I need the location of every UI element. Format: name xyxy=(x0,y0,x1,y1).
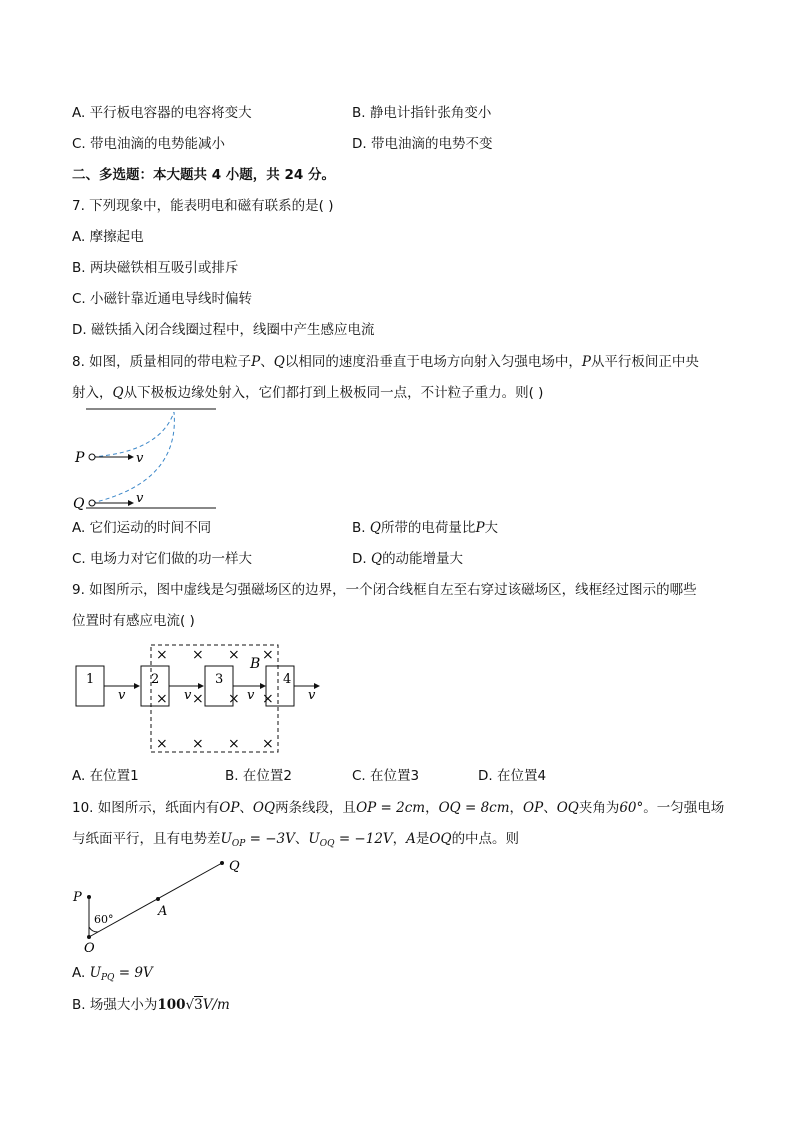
math-eq-oq: OQ = 8cm xyxy=(438,800,510,816)
frame-label: 1 xyxy=(86,672,95,687)
q7-option-b: B. 两块磁铁相互吸引或排斥 xyxy=(72,260,239,276)
frame-label: 2 xyxy=(151,672,160,687)
velocity-label: v xyxy=(118,688,126,703)
q9-stem-line2: 位置时有感应电流( ) xyxy=(72,613,195,629)
q9-option-c: C. 在位置3 xyxy=(352,768,420,784)
particle-q xyxy=(89,500,95,506)
cross-icon: × xyxy=(262,691,274,707)
var-q: Q xyxy=(369,520,381,536)
fig-label-v: v xyxy=(136,451,144,466)
point-p xyxy=(87,895,91,899)
q8-figure xyxy=(70,402,230,514)
fig-label-angle: 60° xyxy=(94,913,114,926)
q8-option-c: C. 电场力对它们做的功一样大 xyxy=(72,551,253,567)
var-q: Q xyxy=(273,354,285,370)
cross-icon: × xyxy=(192,691,204,707)
cross-icon: × xyxy=(262,647,274,663)
math-radicand: 3 xyxy=(194,997,203,1013)
q8-stem-line2 xyxy=(72,383,543,403)
math-value: = −3V xyxy=(245,831,295,847)
cross-icon: × xyxy=(228,647,240,663)
separator: ， xyxy=(509,800,524,816)
option-label: D. xyxy=(352,551,371,567)
option-text: 大 xyxy=(484,520,499,536)
fig-label-q: Q xyxy=(229,859,240,874)
fig-label-v: v xyxy=(136,491,144,506)
cross-icon: × xyxy=(156,736,168,752)
math-subscript: OQ xyxy=(319,839,335,849)
q10-figure xyxy=(70,855,250,955)
q6-option-d: D. 带电油滴的电势不变 xyxy=(352,136,493,152)
q6-option-b: B. 静电计指针张角变小 xyxy=(352,105,492,121)
math-u: U xyxy=(308,831,320,847)
q10-option-a xyxy=(72,963,153,988)
cross-icon: × xyxy=(228,736,240,752)
separator: ， xyxy=(425,800,439,816)
fig-label-o: O xyxy=(84,941,95,955)
q7-option-c: C. 小磁针靠近通电导线时偏转 xyxy=(72,291,253,307)
var-p: P xyxy=(581,354,591,370)
q8-stem-text: 从平行板间正中央 xyxy=(590,354,699,370)
q7-option-a: A. 摩擦起电 xyxy=(72,229,144,245)
math-subscript: OP xyxy=(231,839,246,849)
q9-figure xyxy=(70,640,340,755)
q8-stem-text: 以相同的速度沿垂直于电场方向射入匀强电场中， xyxy=(284,354,582,370)
separator: 、 xyxy=(260,354,274,370)
q9-option-b: B. 在位置2 xyxy=(225,768,292,784)
q10-stem-line1 xyxy=(72,798,724,818)
velocity-label: v xyxy=(308,688,316,703)
q9-stem-line1: 9. 如图所示，图中虚线是匀强磁场区的边界，一个闭合线框自左至右穿过该磁场区，线框经过图示的哪些 xyxy=(72,582,697,598)
q10-stem-text: 与纸面平行，且有电势差 xyxy=(72,831,221,847)
cross-icon: × xyxy=(262,736,274,752)
q7-option-d: D. 磁铁插入闭合线圈过程中，线圈中产生感应电流 xyxy=(72,322,375,338)
var-p: P xyxy=(475,520,485,536)
separator: 、 xyxy=(239,800,253,816)
q10-stem-text: 两条线段，且 xyxy=(275,800,357,816)
math-unit: V/m xyxy=(202,997,230,1013)
q10-option-b xyxy=(72,995,230,1015)
q8-option-b xyxy=(352,518,498,538)
trajectory-p xyxy=(92,412,174,457)
math-op: OP xyxy=(523,800,544,816)
var-a: A xyxy=(406,831,416,847)
q10-stem-text: 的中点。则 xyxy=(451,831,520,847)
fig-label-p: P xyxy=(73,890,82,905)
field-label-b: B xyxy=(250,656,261,672)
var-q: Q xyxy=(112,385,124,401)
fig-label-q: Q xyxy=(73,496,85,512)
q8-option-d xyxy=(352,549,463,569)
math-oq: OQ xyxy=(556,800,579,816)
option-label: B. xyxy=(352,520,370,536)
separator: 、 xyxy=(294,831,309,847)
arrow-head-icon xyxy=(134,683,140,689)
math-u: U xyxy=(89,965,101,981)
q6-option-c: C. 带电油滴的电势能减小 xyxy=(72,136,226,152)
q8-stem-text: 8. 如图，质量相同的带电粒子 xyxy=(72,354,252,370)
section-heading: 二、多选题：本大题共 4 小题，共 24 分。 xyxy=(72,167,335,183)
math-angle: 60° xyxy=(619,800,644,816)
fig-label-a: A xyxy=(158,904,168,919)
math-subscript: PQ xyxy=(100,973,115,983)
var-p: P xyxy=(251,354,261,370)
q8-stem-text: 射入， xyxy=(72,385,113,401)
q9-option-a: A. 在位置1 xyxy=(72,768,139,784)
q10-stem-text: 10. 如图所示，纸面内有 xyxy=(72,800,220,816)
q10-stem-line2 xyxy=(72,829,519,854)
fig-label-p: P xyxy=(75,450,85,466)
cross-icon: × xyxy=(156,647,168,663)
q7-stem: 7. 下列现象中，能表明电和磁有联系的是( ) xyxy=(72,198,334,214)
q10-stem-text: 。一匀强电场 xyxy=(643,800,725,816)
cross-icon: × xyxy=(228,691,240,707)
q8-stem-text: 从下极板边缘处射入，它们都打到上极板同一点，不计粒子重力。则( ) xyxy=(123,385,544,401)
math-eq-op: OP = 2cm xyxy=(356,800,426,816)
var-q: Q xyxy=(370,551,383,567)
frame-label: 3 xyxy=(215,672,224,687)
particle-p xyxy=(89,454,95,460)
math-oq: OQ xyxy=(429,831,452,847)
separator: ， xyxy=(392,831,407,847)
math-number: 100 xyxy=(157,997,186,1013)
angle-arc xyxy=(89,927,98,932)
separator: 、 xyxy=(543,800,557,816)
option-label: A. xyxy=(72,965,90,981)
option-text: B. 场强大小为 xyxy=(72,997,158,1013)
point-o xyxy=(87,935,91,939)
math-value: = 9V xyxy=(114,965,153,981)
math-value: = −12V xyxy=(334,831,393,847)
velocity-label: v xyxy=(247,688,255,703)
arrow-head-icon xyxy=(260,683,266,689)
q6-option-a: A. 平行板电容器的电容将变大 xyxy=(72,105,252,121)
q9-option-d: D. 在位置4 xyxy=(478,768,547,784)
q10-stem-text: 夹角为 xyxy=(578,800,620,816)
point-a xyxy=(156,897,160,901)
math-op: OP xyxy=(219,800,240,816)
arrow-head-icon xyxy=(198,683,204,689)
option-text: 的动能增量大 xyxy=(382,551,464,567)
math-u: U xyxy=(220,831,232,847)
q10-stem-text: 是 xyxy=(415,831,430,847)
math-oq: OQ xyxy=(252,800,276,816)
option-text: 所带的电荷量比 xyxy=(380,520,476,536)
q8-stem-line1 xyxy=(72,352,699,372)
sqrt-icon: √ xyxy=(185,997,195,1013)
cross-icon: × xyxy=(156,691,168,707)
frame-label: 4 xyxy=(283,672,292,687)
arrow-head-icon xyxy=(128,454,134,460)
cross-icon: × xyxy=(192,736,204,752)
cross-icon: × xyxy=(192,647,204,663)
point-q xyxy=(220,861,224,865)
arrow-head-icon xyxy=(128,500,134,506)
velocity-label: v xyxy=(184,688,192,703)
q8-option-a: A. 它们运动的时间不同 xyxy=(72,520,212,536)
